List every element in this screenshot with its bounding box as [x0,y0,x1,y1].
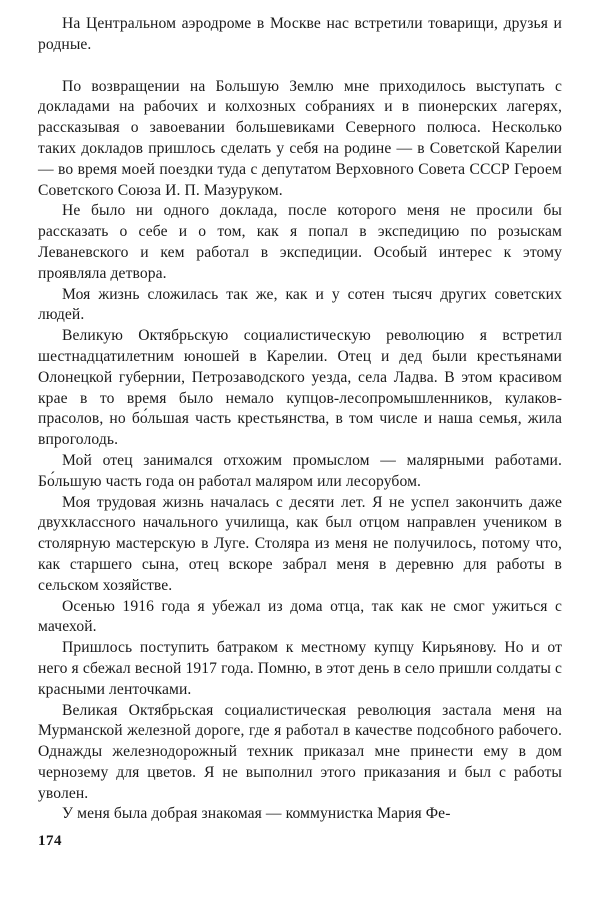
paragraph-1: На Центральном аэродроме в Москве нас встретили товарищи, друзья и родные. [38,15,562,53]
paragraph-7: Моя трудовая жизнь началась с десяти лет. Я не успел закончить даже двухклассного начального училища, как был отцом направлен учеником в столярную мастерскую в Луге. Столяра из меня не получилось, потому что, как старшего сына, отец вскоре забрал меня в деревню для работы в сельском хозяйстве. [38,493,562,594]
paragraph-8: Осенью 1916 года я убежал из дома отца, так как не смог ужиться с мачехой. [38,597,562,636]
paragraph-4: Моя жизнь сложилась так же, как и у сотен тысяч других советских людей. [38,285,562,324]
paragraph-gap [38,56,562,77]
page-number: 174 [38,833,62,849]
paragraph-10: Великая Октябрьская социалистическая революция застала меня на Мурманской железной дороге, где я работал в качестве подсобного рабочего. Однажды железнодорожный техник приказал мне принести ему в дом чернозему для цветов. Я не выполнил этого приказания и был с работы уволен. [38,701,562,802]
page-body [38,14,562,825]
paragraph-2: По возвращении на Большую Землю мне приходилось выступать с докладами на рабочих и колхозных собраниях и в пионерских лагерях, рассказывая о завоевании большевиками Северного полюса. Несколько таких докладов пришлось сделать у себя на родине — в Советской Карелии — во время моей поездки туда с депутатом Верховного Совета СССР Героем Советского Союза И. П. Мазуруком. [38,77,562,199]
paragraph-6: Мой отец занимался отхожим промыслом — малярными работами. Бо́льшую часть года он работал маляром или лесорубом. [38,451,562,490]
paragraph-9: Пришлось поступить батраком к местному купцу Кирьянову. Но и от него я сбежал весной 1917 года. Помню, в этот день в село пришли солдаты с красными ленточками. [38,639,562,698]
paragraph-5: Великую Октябрьскую социалистическую революцию я встретил шестнадцатилетним юношей в Карелии. Отец и дед были крестьянами Олонецкой губернии, Петрозаводского уезда, села Ладва. В этом красивом крае в то время было немало купцов-лесопромышленников, кулаков-прасолов, но бо́льшая часть крестьянства, в том числе и наша семья, жила впроголодь. [38,327,562,449]
paragraph-11: У меня была добрая знакомая — коммунистка Мария Фе- [62,805,451,823]
paragraph-3: Не было ни одного доклада, после которого меня не просили бы рассказать о себе и о том, как я попал в экспедицию по розыскам Леваневского и кем работал в экспедиции. Особый интерес к этому проявляла детвора. [38,202,562,282]
